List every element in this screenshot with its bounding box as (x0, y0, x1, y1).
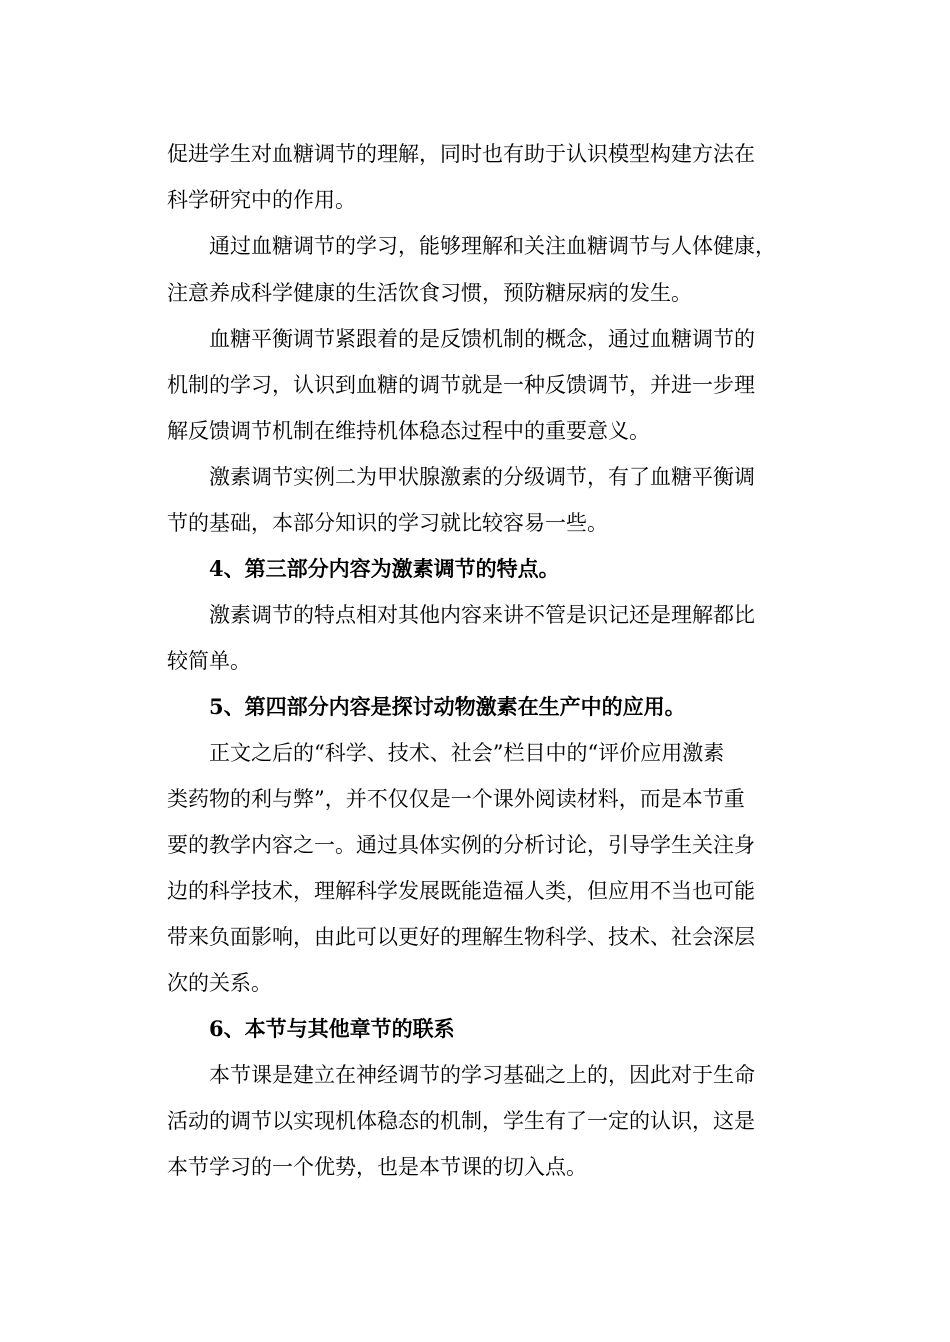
paragraph-line: 次的关系。 (167, 971, 272, 995)
paragraph-line: 边的科学技术，理解科学发展既能造福人类，但应用不当也可能 (167, 879, 755, 903)
paragraph-line: 本节学习的一个优势，也是本节课的切入点。 (167, 1155, 587, 1179)
paragraph-line: 通过血糖调节的学习，能够理解和关注血糖调节与人体健康， (209, 234, 776, 258)
paragraph-line: 本节课是建立在神经调节的学习基础之上的，因此对于生命 (209, 1063, 755, 1087)
paragraph-line: 正文之后的“科学、技术、社会”栏目中的“评价应用激素 (209, 741, 725, 765)
paragraph-line: 科学研究中的作用。 (167, 188, 356, 212)
paragraph-line: 激素调节实例二为甲状腺激素的分级调节，有了血糖平衡调 (209, 465, 755, 489)
paragraph-line: 要的教学内容之一。通过具体实例的分析讨论，引导学生关注身 (167, 833, 755, 857)
section-heading: 6、本节与其他章节的联系 (209, 1016, 455, 1041)
paragraph-line: 激素调节的特点相对其他内容来讲不管是识记还是理解都比 (209, 603, 755, 627)
paragraph-line: 活动的调节以实现机体稳态的机制，学生有了一定的认识，这是 (167, 1109, 755, 1133)
section-heading: 4、第三部分内容为激素调节的特点。 (209, 556, 560, 581)
paragraph-line: 血糖平衡调节紧跟着的是反馈机制的概念，通过血糖调节的 (209, 327, 755, 351)
paragraph-line: 解反馈调节机制在维持机体稳态过程中的重要意义。 (167, 419, 650, 443)
section-heading: 5、第四部分内容是探讨动物激素在生产中的应用。 (209, 694, 686, 719)
paragraph-line: 带来负面影响，由此可以更好的理解生物科学、技术、社会深层 (167, 925, 755, 949)
paragraph-line: 节的基础，本部分知识的学习就比较容易一些。 (167, 511, 608, 535)
paragraph-line: 机制的学习，认识到血糖的调节就是一种反馈调节，并进一步理 (167, 373, 755, 397)
paragraph-line: 促进学生对血糖调节的理解，同时也有助于认识模型构建方法在 (167, 142, 755, 166)
paragraph-line: 类药物的利与弊”，并不仅仅是一个课外阅读材料，而是本节重 (167, 787, 745, 811)
paragraph-line: 注意养成科学健康的生活饮食习惯，预防糖尿病的发生。 (167, 281, 692, 305)
paragraph-line: 较简单。 (167, 649, 251, 673)
